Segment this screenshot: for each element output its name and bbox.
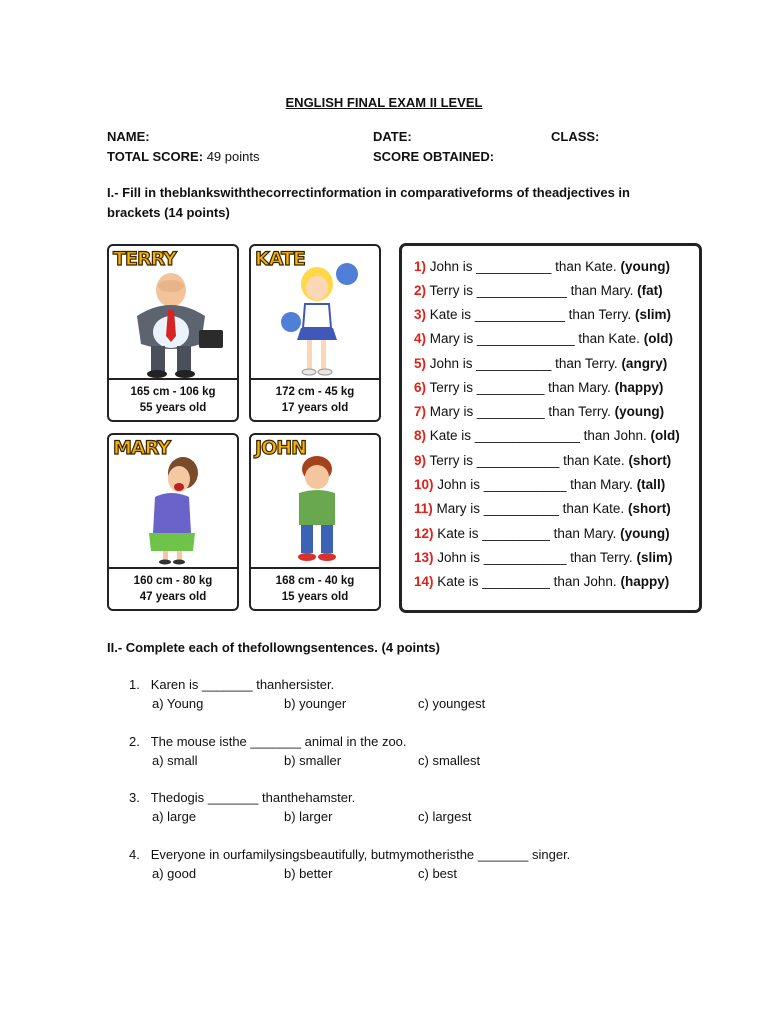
sentence-text: Mary is __________ than Kate. — [436, 501, 625, 516]
card-stats-terry — [109, 378, 237, 420]
sentence-number: 14) — [414, 574, 434, 589]
sentence-7 — [414, 404, 664, 419]
question-4 — [129, 847, 570, 862]
sentence-adjective: (old) — [643, 331, 673, 346]
option-a: a) small — [152, 753, 198, 768]
section1-heading-line1: I.- Fill in theblankswiththecorrectinformation in comparativeforms of theadjectives in — [107, 185, 630, 200]
sentence-6 — [414, 380, 663, 395]
sentence-text: John is __________ than Kate. — [429, 259, 617, 274]
section1-heading — [107, 183, 630, 223]
card-name-mary: MARY — [113, 437, 170, 459]
sentence-9 — [414, 453, 671, 468]
option-c: c) smallest — [418, 753, 481, 768]
sentences-box — [399, 243, 702, 613]
sentence-number: 9) — [414, 453, 427, 468]
sentence-5 — [414, 356, 667, 371]
sentence-number: 13) — [414, 550, 434, 565]
sentence-number: 1) — [414, 259, 427, 274]
option-c: c) largest — [418, 809, 472, 824]
card-name-kate: KATE — [255, 248, 305, 270]
question-1 — [129, 677, 334, 692]
sentence-text: Mary is _____________ than Kate. — [429, 331, 640, 346]
option-c: c) best — [418, 866, 458, 881]
sentence-number: 7) — [414, 404, 427, 419]
sentence-adjective: (old) — [650, 428, 680, 443]
character-card-kate — [249, 244, 381, 422]
sentence-adjective: (young) — [620, 259, 670, 274]
sentence-text: Kate is ____________ than Terry. — [429, 307, 632, 322]
sentence-number: 6) — [414, 380, 427, 395]
sentence-number: 10) — [414, 477, 434, 492]
sentence-text: Kate is _________ than John. — [437, 574, 617, 589]
question-text: The mouse isthe _______ animal in the zoo. — [150, 734, 407, 749]
option-b: b) smaller — [284, 753, 342, 768]
card-height-weight: 168 cm - 40 kg — [275, 575, 355, 587]
question-2 — [129, 734, 407, 749]
sentence-adjective: (young) — [620, 526, 670, 541]
sentence-adjective: (fat) — [637, 283, 663, 298]
option-b: b) younger — [284, 696, 347, 711]
card-height-weight: 172 cm - 45 kg — [275, 386, 355, 398]
sentence-number: 12) — [414, 526, 434, 541]
sentence-text: Kate is ______________ than John. — [429, 428, 647, 443]
sentence-adjective: (happy) — [620, 574, 670, 589]
sentence-number: 8) — [414, 428, 427, 443]
card-age: 55 years old — [139, 402, 207, 414]
section2-heading: II.- Complete each of thefollowngsentences. (4 points) — [107, 640, 440, 655]
option-a: a) large — [152, 809, 197, 824]
sentence-1 — [414, 259, 670, 274]
card-stats-john — [251, 567, 379, 609]
total-score-label: TOTAL SCORE: — [107, 149, 204, 164]
total-score — [107, 149, 259, 164]
card-name-terry: TERRY — [113, 248, 176, 270]
sentence-12 — [414, 526, 670, 541]
question-number: 2. — [129, 734, 140, 749]
sentence-number: 2) — [414, 283, 427, 298]
card-age: 17 years old — [281, 402, 349, 414]
sentence-adjective: (young) — [614, 404, 665, 419]
sentence-text: Terry is _________ than Mary. — [429, 380, 611, 395]
total-score-value: 49 points — [206, 149, 260, 164]
character-card-john — [249, 433, 381, 611]
question-text: Everyone in ourfamilysingsbeautifully, butmymotheristhe _______ singer. — [150, 847, 571, 862]
card-stats-kate — [251, 378, 379, 420]
character-card-terry — [107, 244, 239, 422]
card-name-john: JOHN — [255, 437, 307, 459]
sentence-adjective: (short) — [627, 501, 671, 516]
section1-heading-line2: brackets (14 points) — [107, 205, 230, 220]
option-c: c) youngest — [418, 696, 486, 711]
option-a: a) Young — [152, 696, 204, 711]
sentence-2 — [414, 283, 663, 298]
sentence-3 — [414, 307, 671, 322]
question-number: 3. — [129, 790, 140, 805]
card-age: 15 years old — [281, 591, 349, 603]
sentence-adjective: (short) — [628, 453, 672, 468]
question-text: Karen is _______ thanhersister. — [150, 677, 335, 692]
question-number: 4. — [129, 847, 140, 862]
sentence-number: 3) — [414, 307, 427, 322]
sentence-text: Mary is _________ than Terry. — [429, 404, 611, 419]
sentence-8 — [414, 428, 680, 443]
class-label: CLASS: — [551, 129, 600, 144]
card-height-weight: 165 cm - 106 kg — [130, 386, 216, 398]
sentence-text: John is ___________ than Mary. — [437, 477, 633, 492]
sentence-13 — [414, 550, 672, 565]
name-label: NAME: — [107, 129, 150, 144]
character-card-mary — [107, 433, 239, 611]
question-text: Thedogis _______ thanthehamster. — [150, 790, 356, 805]
exam-title: ENGLISH FINAL EXAM II LEVEL — [285, 95, 483, 110]
sentence-4 — [414, 331, 673, 346]
card-stats-mary — [109, 567, 237, 609]
sentence-number: 5) — [414, 356, 427, 371]
sentence-adjective: (happy) — [614, 380, 664, 395]
sentence-adjective: (slim) — [636, 550, 673, 565]
option-b: b) better — [284, 866, 333, 881]
score-obtained-label: SCORE OBTAINED: — [373, 149, 495, 164]
sentence-text: John is __________ than Terry. — [429, 356, 618, 371]
sentence-adjective: (angry) — [621, 356, 668, 371]
card-height-weight: 160 cm - 80 kg — [133, 575, 213, 587]
card-age: 47 years old — [139, 591, 207, 603]
date-label: DATE: — [373, 129, 412, 144]
option-b: b) larger — [284, 809, 333, 824]
sentence-10 — [414, 477, 665, 492]
option-a: a) good — [152, 866, 197, 881]
sentence-text: John is ___________ than Terry. — [437, 550, 633, 565]
sentence-adjective: (slim) — [634, 307, 671, 322]
sentence-number: 11) — [414, 501, 433, 516]
sentence-14 — [414, 574, 669, 589]
sentence-text: Kate is _________ than Mary. — [437, 526, 617, 541]
question-3 — [129, 790, 355, 805]
sentence-text: Terry is ____________ than Mary. — [429, 283, 634, 298]
sentence-number: 4) — [414, 331, 427, 346]
sentence-11 — [414, 501, 671, 516]
question-number: 1. — [129, 677, 140, 692]
sentence-adjective: (tall) — [636, 477, 666, 492]
sentence-text: Terry is ___________ than Kate. — [429, 453, 625, 468]
